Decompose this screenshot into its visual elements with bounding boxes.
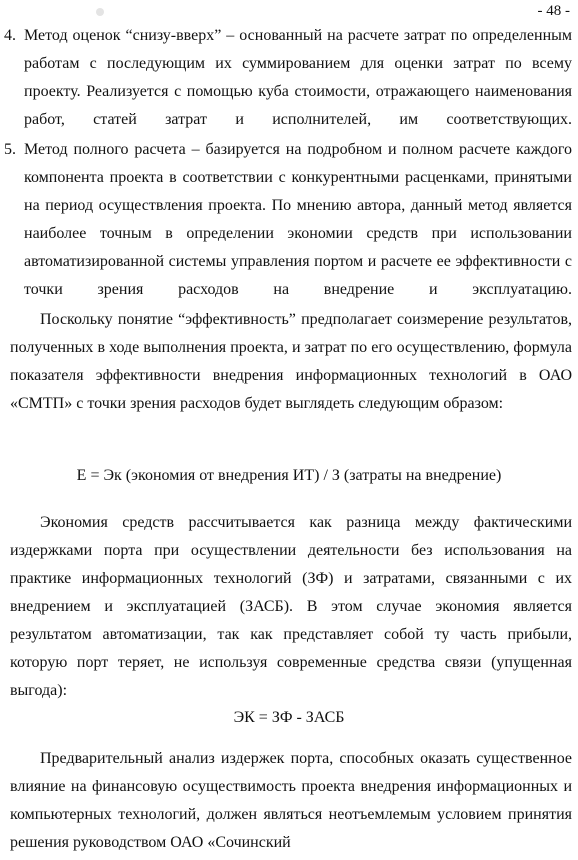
scan-smudge bbox=[96, 8, 104, 16]
list-marker: 4. bbox=[4, 27, 16, 44]
list-marker: 5. bbox=[4, 141, 16, 158]
paragraph-text: Экономия средств рассчитывается как разница между фактическими издержками порта при осуществлении деятельности без использования на практике информационных технологий (ЗФ) и затратами, связанными с их внедрением и эксплуатацией (ЗАСБ). В этом случае экономия является результатом автоматизации, так как представляет собой ту часть прибыли, которую порт теряет, не используя современные средства связи (упущенная выгода): bbox=[10, 514, 572, 699]
list-item-text: Метод оценок “снизу-вверх” – основанный на расчете затрат по определенным работам с последующим их суммированием для оценки затрат по всему проекту. Реализуется с помощью куба стоимости, отражающего наименования работ, статей затрат и исполнителей, им соответствующих. bbox=[24, 27, 572, 128]
paragraph-text: Предварительный анализ издержек порта, способных оказать существенное влияние на финансовую осуществимость проекта внедрения информационных и компьютерных технологий, должен являться неотъемлемым условием принятия решения руководством ОАО «Сочинский bbox=[10, 750, 572, 851]
savings-formula: ЭК = ЗФ - ЗАСБ bbox=[233, 709, 345, 726]
efficiency-formula: E = Эк (экономия от внедрения ИТ) / З (затраты на внедрение) bbox=[76, 467, 502, 484]
page-number: - 48 - bbox=[537, 3, 570, 19]
list-item-text: Метод полного расчета – базируется на подробном и полном расчете каждого компонента проекта в соответствии с конкурентными расценками, принятыми на период осуществления проекта. По мнению автора, данный метод является наиболее точным в определении экономии средств при использовании автоматизированной системы управления портом и расчете ее эффективности с точки зрения расходов на внедрение и эксплуатацию. bbox=[24, 141, 572, 298]
paragraph bbox=[10, 745, 572, 857]
paragraph-text: Поскольку понятие “эффективность” предполагает соизмерение результатов, полученных в ходе выполнения проекта, и затрат по его осуществлению, формула показателя эффективности внедрения информационных технологий в ОАО «СМТП» с точки зрения расходов будет выглядеть следующим образом: bbox=[10, 311, 572, 412]
paragraph bbox=[10, 306, 572, 418]
paragraph bbox=[10, 509, 572, 705]
